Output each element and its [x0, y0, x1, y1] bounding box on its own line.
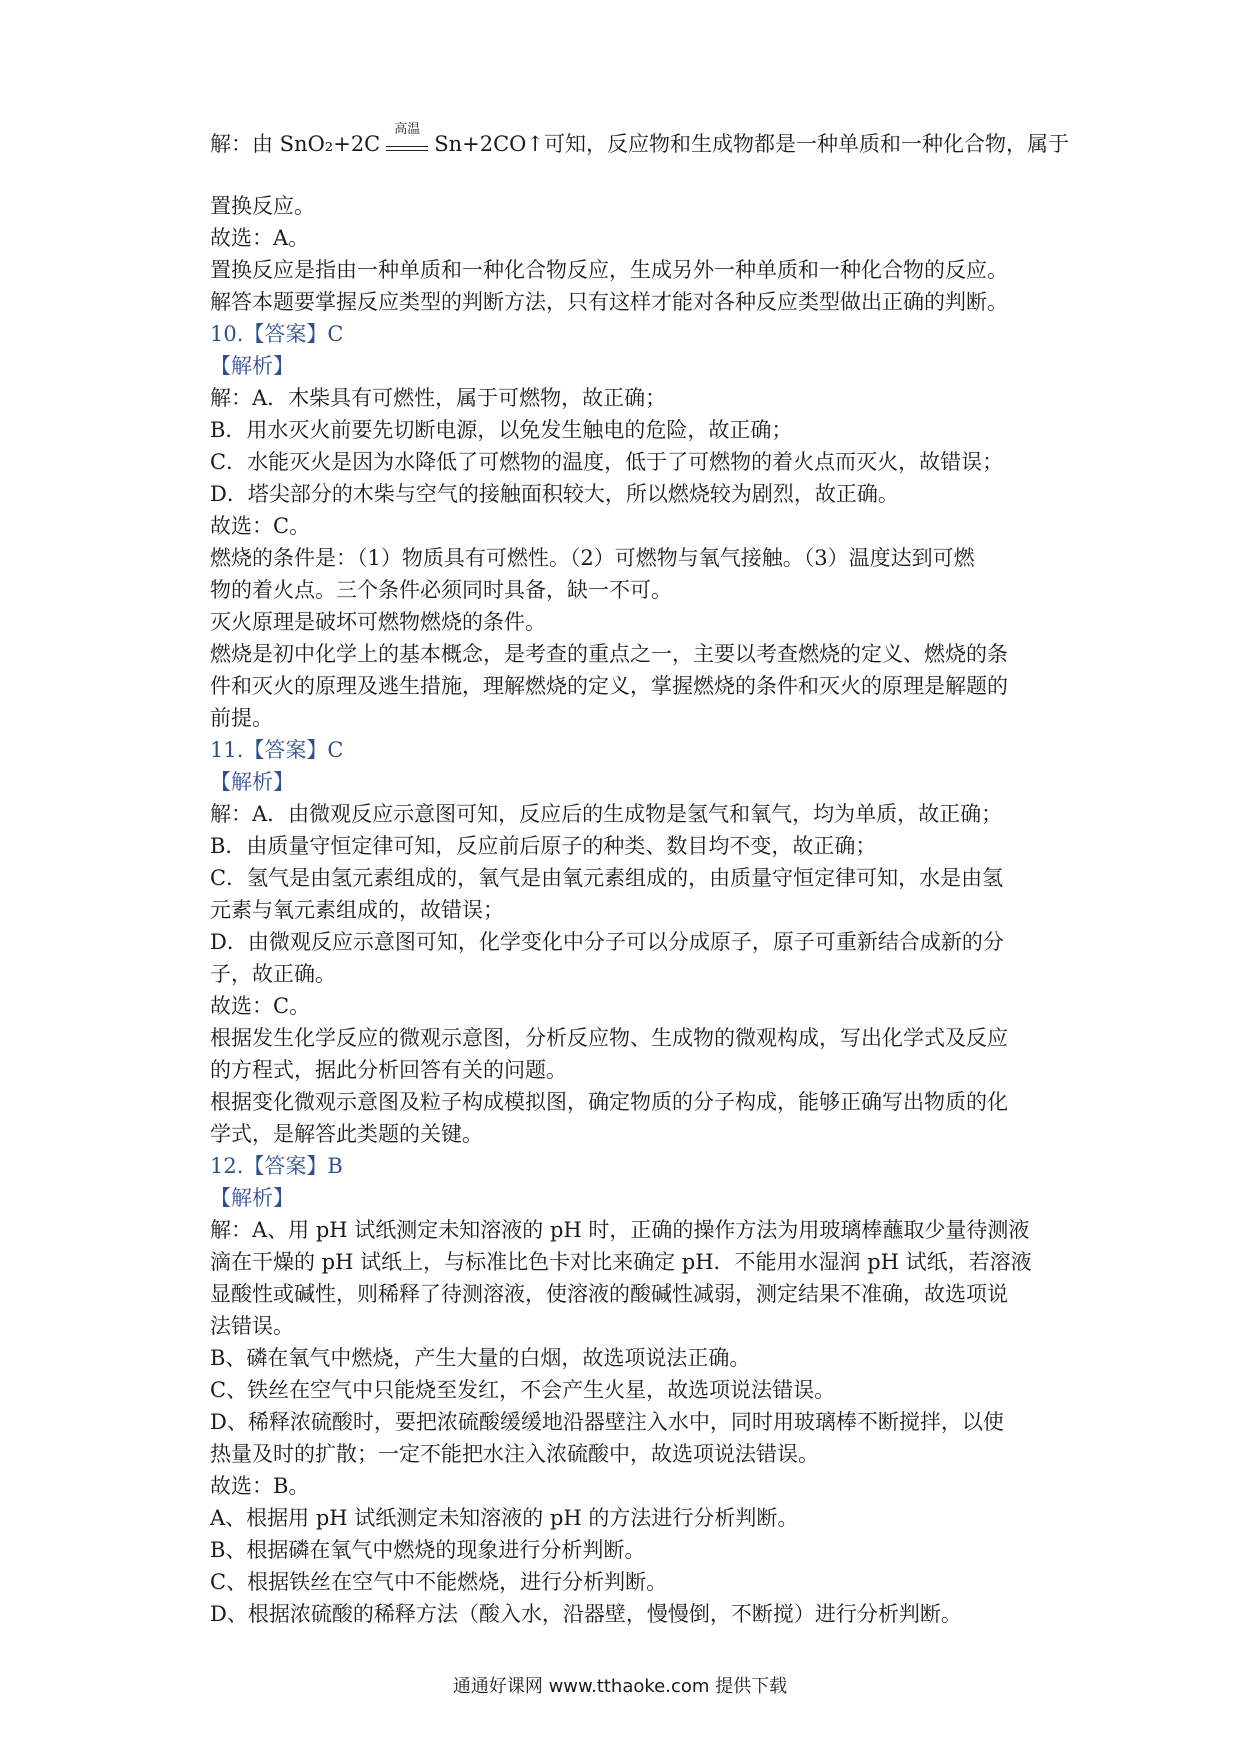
text-line: 解：A、用 pH 试纸测定未知溶液的 pH 时，正确的操作方法为用玻璃棒蘸取少量待测液 — [210, 1218, 1030, 1242]
text-line: 法错误。 — [210, 1314, 294, 1338]
text-line: 故选：C。 — [210, 994, 311, 1018]
text-line: 的方程式，据此分析回答有关的问题。 — [210, 1058, 567, 1082]
text-line: 元素与氧元素组成的，故错误； — [210, 898, 504, 922]
text-line: 学式，是解答此类题的关键。 — [210, 1122, 483, 1146]
text-line: 解答本题要掌握反应类型的判断方法，只有这样才能对各种反应类型做出正确的判断。 — [210, 290, 1008, 314]
text-line: 故选：C。 — [210, 514, 311, 538]
text-line: C、根据铁丝在空气中不能燃烧，进行分析判断。 — [210, 1570, 668, 1594]
text-line: C、铁丝在空气中只能烧至发红，不会产生火星，故选项说法错误。 — [210, 1378, 836, 1402]
page-footer: 通通好课网 www.tthaoke.com 提供下载 — [452, 1676, 788, 1697]
section-heading: 【解析】 — [210, 1186, 294, 1210]
section-heading: 12.【答案】B — [210, 1154, 343, 1178]
text-line: 解：A．木柴具有可燃性，属于可燃物，故正确； — [210, 386, 667, 410]
reaction-arrow — [386, 122, 428, 151]
text-line: 置换反应是指由一种单质和一种化合物反应，生成另外一种单质和一种化合物的反应。 — [210, 258, 1008, 282]
reaction-condition: 高温 — [394, 122, 421, 137]
text-line: 解：A．由微观反应示意图可知，反应后的生成物是氢气和氧气，均为单质，故正确； — [210, 802, 1003, 826]
text-line: B、根据磷在氧气中燃烧的现象进行分析判断。 — [210, 1538, 646, 1562]
text-line: D、稀释浓硫酸时，要把浓硫酸缓缓地沿器壁注入水中，同时用玻璃棒不断搅拌，以使 — [210, 1410, 1004, 1434]
section-heading: 【解析】 — [210, 354, 294, 378]
section-heading: 【解析】 — [210, 770, 294, 794]
text-line: 子，故正确。 — [210, 962, 336, 986]
text-line: C．氢气是由氢元素组成的，氧气是由氧元素组成的，由质量守恒定律可知，水是由氢 — [210, 866, 1004, 890]
text-line: D、根据浓硫酸的稀释方法（酸入水，沿器壁，慢慢倒，不断搅）进行分析判断。 — [210, 1602, 962, 1626]
text-line: D．由微观反应示意图可知，化学变化中分子可以分成原子，原子可重新结合成新的分 — [210, 930, 1004, 954]
text-line: 根据发生化学反应的微观示意图，分析反应物、生成物的微观构成，写出化学式及反应 — [210, 1026, 1008, 1050]
text-line: 燃烧是初中化学上的基本概念，是考查的重点之一，主要以考查燃烧的定义、燃烧的条 — [210, 642, 1008, 666]
text-line: 滴在干燥的 pH 试纸上，与标准比色卡对比来确定 pH．不能用水湿润 pH 试纸，若溶液 — [210, 1250, 1032, 1274]
text-line: B、磷在氧气中燃烧，产生大量的白烟，故选项说法正确。 — [210, 1346, 751, 1370]
text-line: 显酸性或碱性，则稀释了待测溶液，使溶液的酸碱性减弱，测定结果不准确，故选项说 — [210, 1282, 1008, 1306]
section-heading: 11.【答案】C — [210, 738, 344, 762]
text-line: 根据变化微观示意图及粒子构成模拟图，确定物质的分子构成，能够正确写出物质的化 — [210, 1090, 1008, 1114]
text-line: A、根据用 pH 试纸测定未知溶液的 pH 的方法进行分析判断。 — [210, 1506, 799, 1530]
text-line: D．塔尖部分的木柴与空气的接触面积较大，所以燃烧较为剧烈，故正确。 — [210, 482, 899, 506]
text-line: B．用水灭火前要先切断电源，以免发生触电的危险，故正确； — [210, 418, 793, 442]
equation-suffix: Sn+2CO↑可知，反应物和生成物都是一种单质和一种化合物，属于 — [434, 132, 1069, 156]
text-line: 灭火原理是破坏可燃物燃烧的条件。 — [210, 610, 546, 634]
text-line: 件和灭火的原理及逃生措施，理解燃烧的定义，掌握燃烧的条件和灭火的原理是解题的 — [210, 674, 1008, 698]
text-line: 置换反应。 — [210, 194, 315, 218]
equation-line — [210, 122, 1069, 160]
equation-prefix: 解：由 SnO₂+2C — [210, 132, 381, 156]
text-line: 燃烧的条件是：（1）物质具有可燃性。（2）可燃物与氧气接触。（3）温度达到可燃 — [210, 546, 975, 570]
text-line: B．由质量守恒定律可知，反应前后原子的种类、数目均不变，故正确； — [210, 834, 877, 858]
text-line: 前提。 — [210, 706, 273, 730]
text-line: 热量及时的扩散；一定不能把水注入浓硫酸中，故选项说法错误。 — [210, 1442, 819, 1466]
text-line: C．水能灭火是因为水降低了可燃物的温度，低于了可燃物的着火点而灭火，故错误； — [210, 450, 1004, 474]
section-heading: 10.【答案】C — [210, 322, 344, 346]
text-line: 故选：A。 — [210, 226, 310, 250]
text-line: 物的着火点。三个条件必须同时具备，缺一不可。 — [210, 578, 672, 602]
text-line: 故选：B。 — [210, 1474, 310, 1498]
